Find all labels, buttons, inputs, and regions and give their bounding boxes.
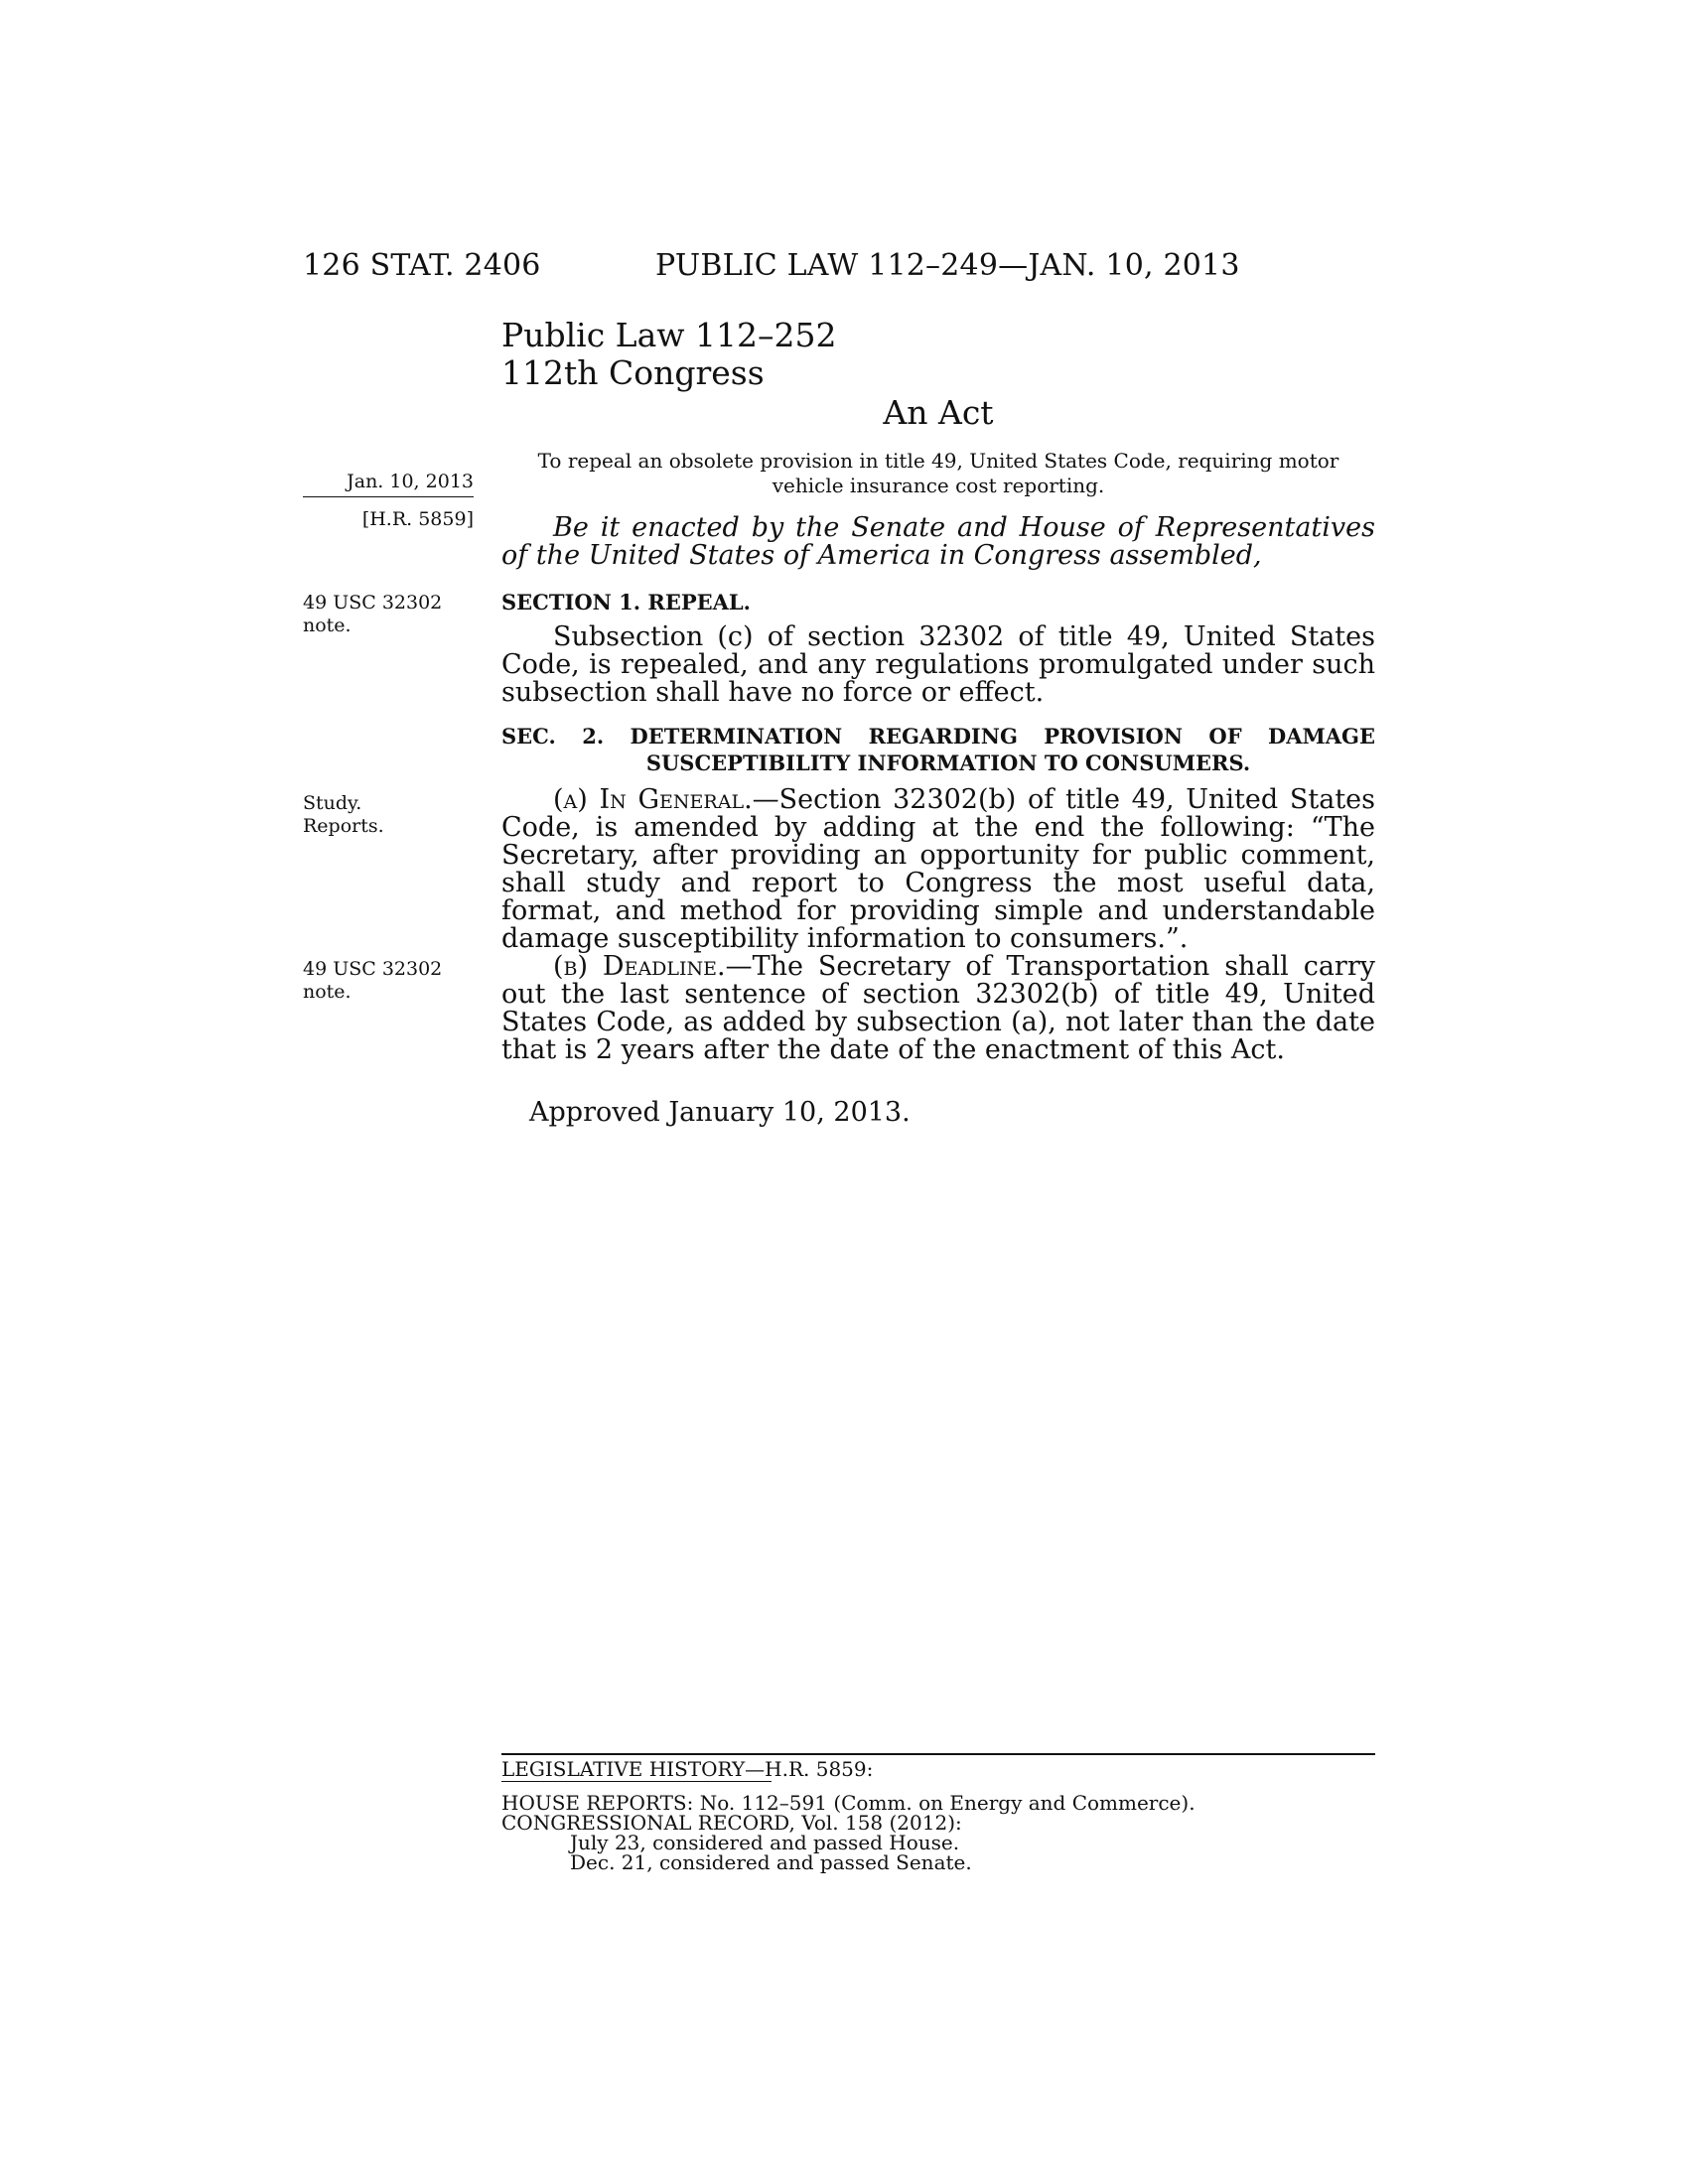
section-1-text: Subsection (c) of section 32302 of title 49, United States Code, is repealed, and any regulations promulgated under such subsection shall have no force or effect. [501,621,1375,708]
running-title: PUBLIC LAW 112–249—JAN. 10, 2013 [655,248,1240,283]
margin-note-line: 49 USC 32302 [303,592,443,614]
subsection-b-label: (b) Deadline. [553,951,726,982]
margin-note-line: Reports. [303,815,384,837]
act-purpose: To repeal an obsolete provision in title 49, United States Code, requiring motor vehicle insurance cost reporting. [537,449,1339,497]
section-2-heading-line-2: SUSCEPTIBILITY INFORMATION TO CONSUMERS. [645,751,1251,775]
margin-note-bill: [H.R. 5859] [361,508,474,530]
margin-note-date: Jan. 10, 2013 [303,471,474,497]
legislative-history-divider [501,1753,1375,1755]
record-entry: July 23, considered and passed House. [570,1831,960,1854]
margin-note-usc-1 [303,592,442,637]
stat-citation: 126 STAT. 2406 [303,248,541,283]
section-2-heading-line-1: SEC. 2. DETERMINATION REGARDING PROVISION OF DAMAGE [501,724,1375,749]
subsection-a-text: —Section 32302(b) of title 49, United States Code, is amended by adding at the end the following: “The Secretary, after providing an opportunity for public comment, shall study and report to Congress the most useful data, format, and method for providing simple and understandable damage susceptibility information to consumers.”. [501,784,1376,954]
subsection-a [501,786,1375,953]
legislative-history-title: LEGISLATIVE HISTORY—H.R. 5859: [501,1757,874,1781]
record-entry: Dec. 21, considered and passed Senate. [570,1850,972,1874]
congress-number: 112th Congress [501,353,765,392]
public-law-number: Public Law 112–252 [501,316,837,354]
margin-note-line: 49 USC 32302 [303,958,443,980]
margin-note-line: note. [303,981,352,1003]
margin-note-line: note. [303,614,352,636]
margin-note-usc-2 [303,958,442,1004]
subsection-b-text: —The Secretary of Transportation shall carry out the last sentence of section 32302(b) of title 49, United States Code, as added by subsection (a), not later than the date that is 2 years after the date of the enactment of this Act. [501,951,1375,1065]
subsection-b [501,953,1375,1064]
enacting-clause: Be it enacted by the Senate and House of Representatives of the United States of America in Congress assembled, [501,512,1375,571]
house-reports: HOUSE REPORTS: No. 112–591 (Comm. on Energy and Commerce). [501,1791,1196,1815]
margin-note-study [303,792,384,838]
an-act-heading: An Act [883,393,994,432]
congressional-record: CONGRESSIONAL RECORD, Vol. 158 (2012): [501,1811,962,1835]
legislative-history-title-underline [501,1781,772,1782]
subsection-a-label: (a) In General. [553,784,753,815]
approval-date: Approved January 10, 2013. [529,1097,911,1128]
section-1-heading: SECTION 1. REPEAL. [501,590,751,614]
margin-note-line: Study. [303,792,362,814]
